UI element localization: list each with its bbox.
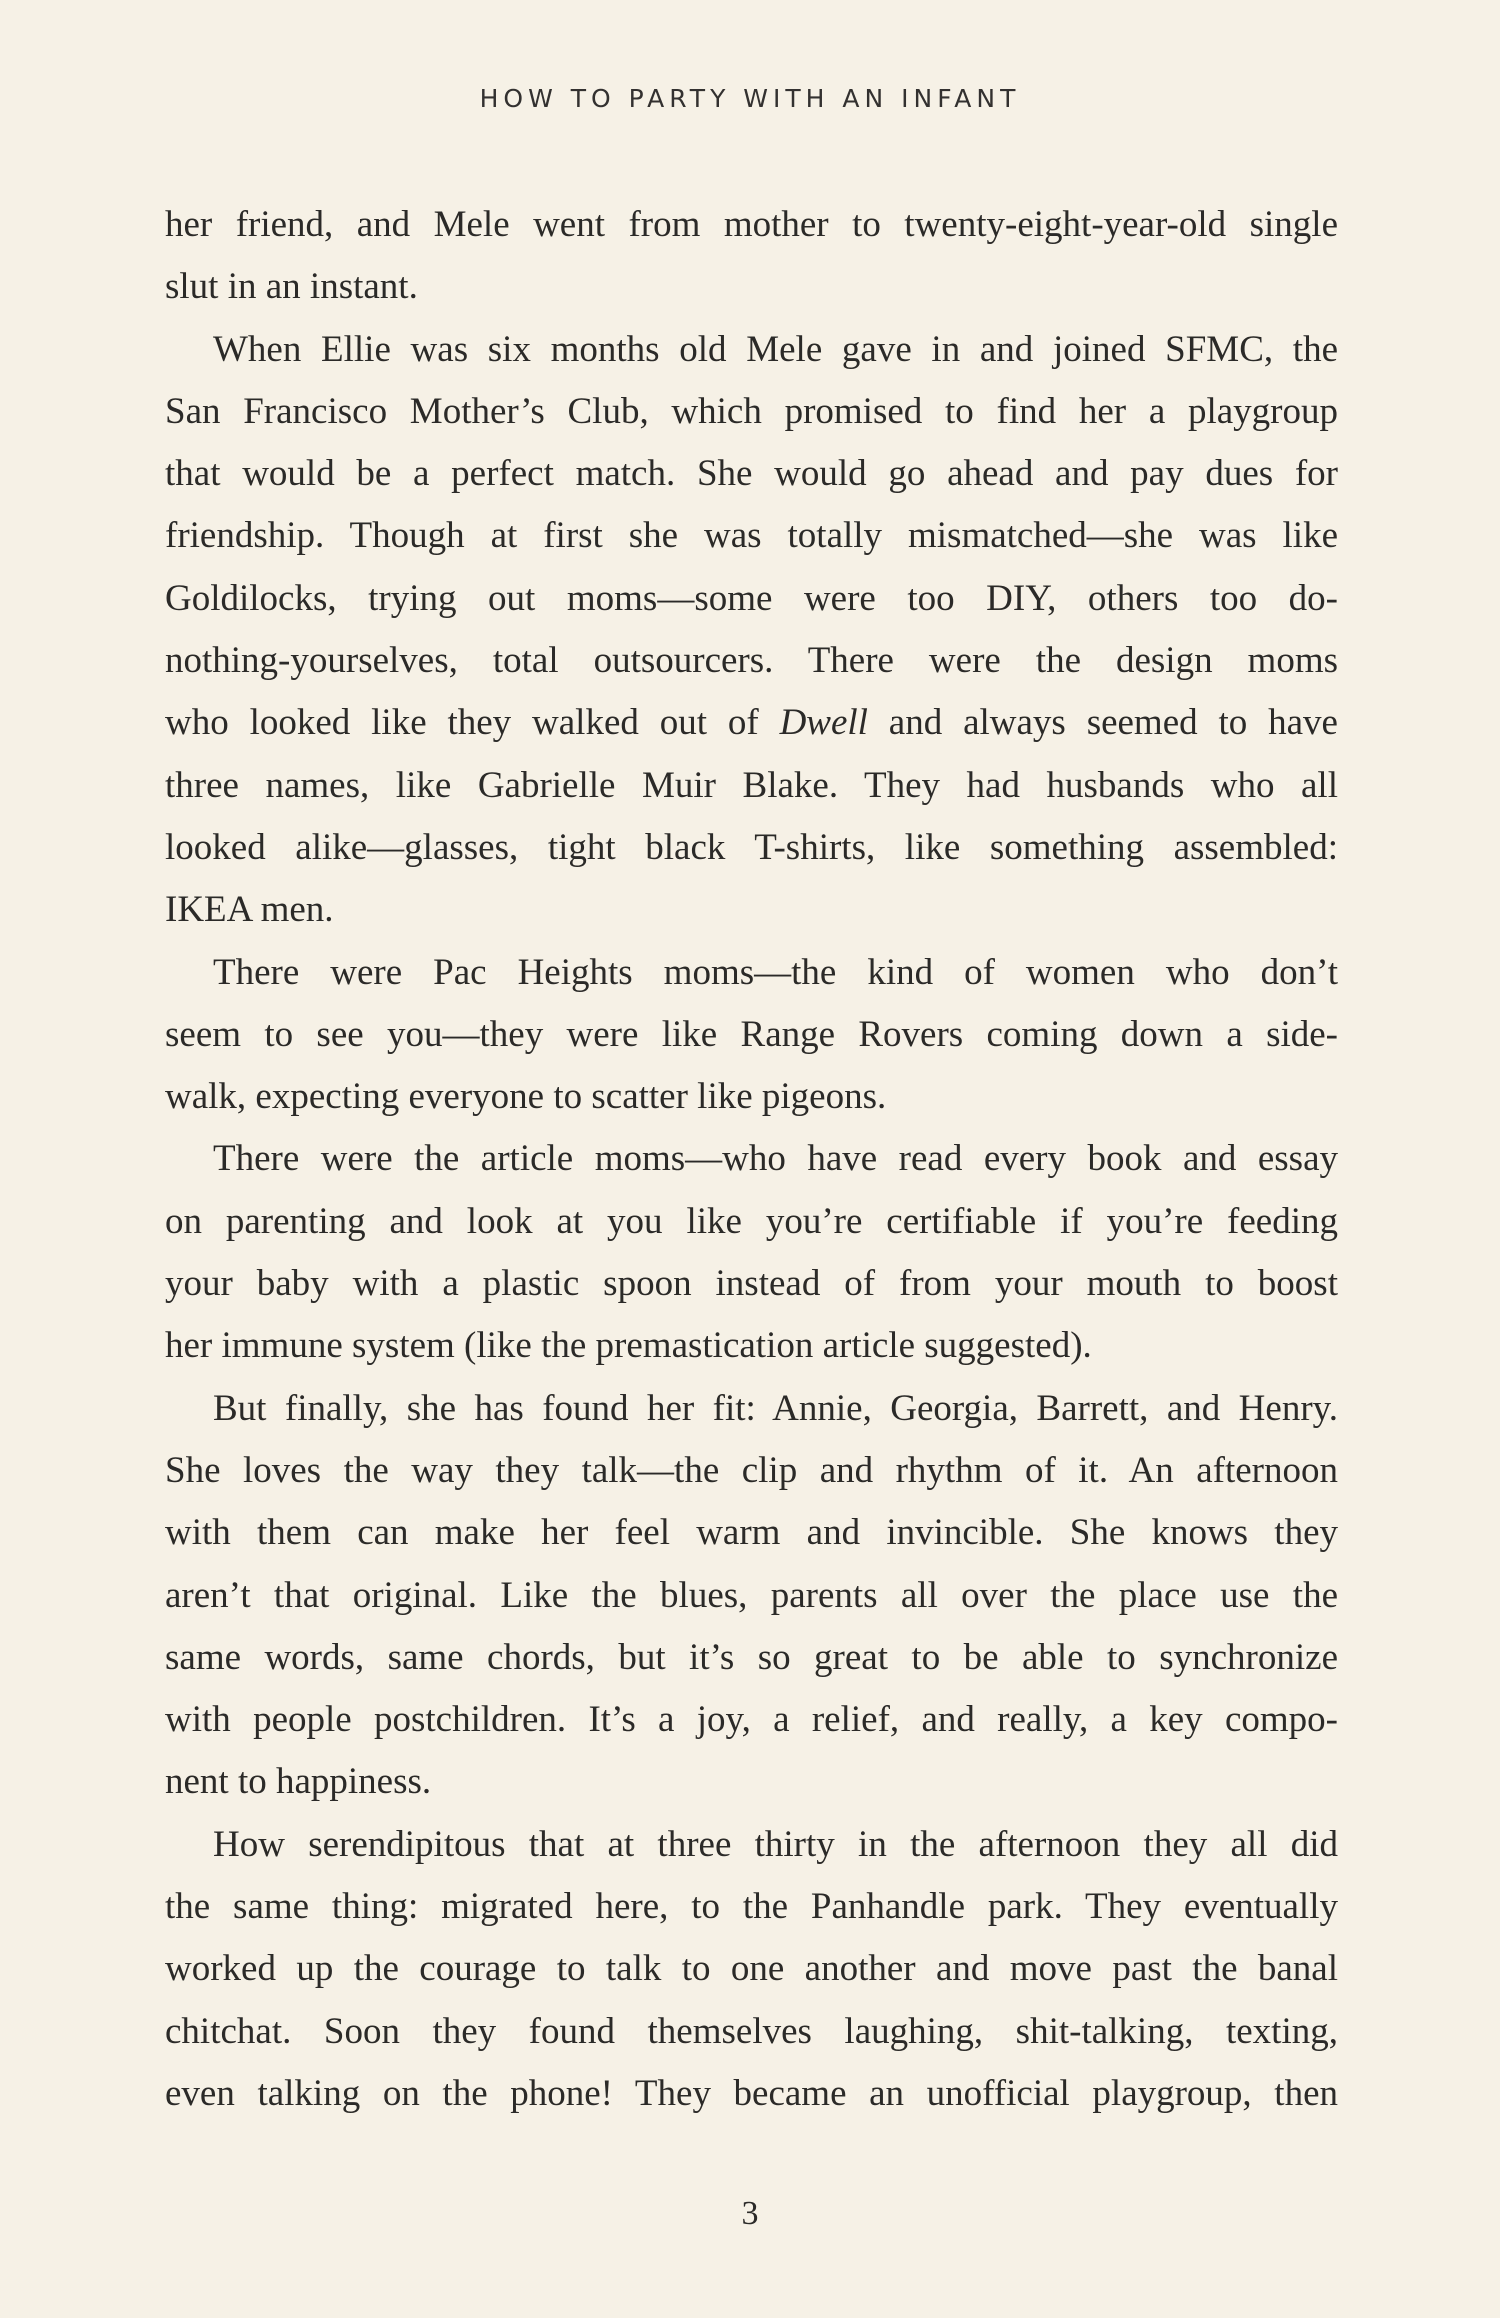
- text-segment: the same thing: migrated here, to the Panhandle park. They eventually: [165, 1886, 1338, 1928]
- text-segment: looked alike—glasses, tight black T-shirts, like something assembled:: [165, 826, 1338, 868]
- text-segment: But finally, she has found her fit: Annie, Georgia, Barrett, and Henry.: [213, 1387, 1338, 1429]
- text-line: [165, 1814, 1338, 1876]
- text-segment: her immune system (like the premastication article suggested).: [165, 1325, 1092, 1367]
- text-segment: that would be a perfect match. She would go ahead and pay dues for: [165, 453, 1338, 495]
- text-line: [165, 505, 1338, 567]
- text-segment: nent to happiness.: [165, 1761, 432, 1803]
- text-line: [165, 319, 1338, 381]
- italic-title: Dwell: [779, 702, 868, 744]
- text-line: [165, 817, 1338, 879]
- text-segment: with people postchildren. It’s a joy, a relief, and really, a key compo-: [165, 1699, 1338, 1741]
- text-line: [165, 755, 1338, 817]
- text-segment: nothing-yourselves, total outsourcers. There were the design moms: [165, 640, 1338, 682]
- paragraph: [165, 1378, 1338, 1814]
- paragraph: [165, 1128, 1338, 1377]
- text-segment: friendship. Though at first she was totally mismatched—she was like: [165, 515, 1338, 557]
- text-line: [165, 879, 1338, 941]
- paragraph: [165, 942, 1338, 1129]
- text-segment: IKEA men.: [165, 889, 334, 931]
- paragraph: [165, 1814, 1338, 2125]
- text-segment: There were Pac Heights moms—the kind of women who don’t: [213, 951, 1338, 993]
- text-line: [165, 1253, 1338, 1315]
- text-segment: How serendipitous that at three thirty in the afternoon they all did: [213, 1823, 1338, 1865]
- text-line: [165, 1876, 1338, 1938]
- text-segment: aren’t that original. Like the blues, parents all over the place use the: [165, 1574, 1338, 1616]
- text-line: [165, 443, 1338, 505]
- text-segment: your baby with a plastic spoon instead of from your mouth to boost: [165, 1263, 1338, 1305]
- paragraph: [165, 319, 1338, 942]
- text-segment: slut in an instant.: [165, 266, 418, 308]
- text-line: [165, 381, 1338, 443]
- text-line: [165, 630, 1338, 692]
- text-segment: on parenting and look at you like you’re certifiable if you’re feeding: [165, 1200, 1338, 1242]
- text-segment: who looked like they walked out of: [165, 702, 780, 744]
- text-segment: She loves the way they talk—the clip and rhythm of it. An afternoon: [165, 1449, 1338, 1491]
- text-segment: worked up the courage to talk to one another and move past the banal: [165, 1948, 1338, 1990]
- text-segment: There were the article moms—who have read every book and essay: [213, 1138, 1338, 1180]
- text-segment: same words, same chords, but it’s so great to be able to synchronize: [165, 1636, 1338, 1678]
- text-segment: San Francisco Mother’s Club, which promised to find her a playgroup: [165, 390, 1338, 432]
- text-segment: with them can make her feel warm and invincible. She knows they: [165, 1512, 1338, 1554]
- text-segment: When Ellie was six months old Mele gave in and joined SFMC, the: [213, 328, 1338, 370]
- text-line: [165, 1627, 1338, 1689]
- text-line: [165, 1751, 1338, 1813]
- text-segment: walk, expecting everyone to scatter like pigeons.: [165, 1076, 887, 1118]
- text-line: [165, 692, 1338, 754]
- body-text: [165, 194, 1338, 2125]
- text-line: [165, 1502, 1338, 1564]
- text-line: [165, 1565, 1338, 1627]
- text-segment: chitchat. Soon they found themselves laughing, shit-talking, texting,: [165, 2010, 1338, 2052]
- text-line: [165, 1689, 1338, 1751]
- text-line: [165, 256, 1338, 318]
- text-segment: seem to see you—they were like Range Rovers coming down a side-: [165, 1013, 1338, 1055]
- text-segment: even talking on the phone! They became an unofficial playgroup, then: [165, 2072, 1338, 2114]
- text-segment: and always seemed to have: [867, 702, 1338, 744]
- text-segment: her friend, and Mele went from mother to twenty-eight-year-old single: [165, 204, 1338, 245]
- text-line: [165, 1378, 1338, 1440]
- text-line: [165, 1440, 1338, 1502]
- text-segment: Goldilocks, trying out moms—some were too DIY, others too do-: [165, 577, 1338, 619]
- text-line: [165, 568, 1338, 630]
- text-line: [165, 1315, 1338, 1377]
- text-line: [165, 1066, 1338, 1128]
- running-header: HOW TO PARTY WITH AN INFANT: [479, 84, 1021, 113]
- text-line: [165, 194, 1338, 256]
- text-line: [165, 942, 1338, 1004]
- text-line: [165, 1004, 1338, 1066]
- text-line: [165, 1938, 1338, 2000]
- text-segment: three names, like Gabrielle Muir Blake. They had husbands who all: [165, 764, 1338, 806]
- page-number: 3: [741, 2195, 759, 2232]
- text-line: [165, 1128, 1338, 1190]
- text-line: [165, 2063, 1338, 2125]
- text-line: [165, 1191, 1338, 1253]
- paragraph: [165, 194, 1338, 319]
- text-line: [165, 2001, 1338, 2063]
